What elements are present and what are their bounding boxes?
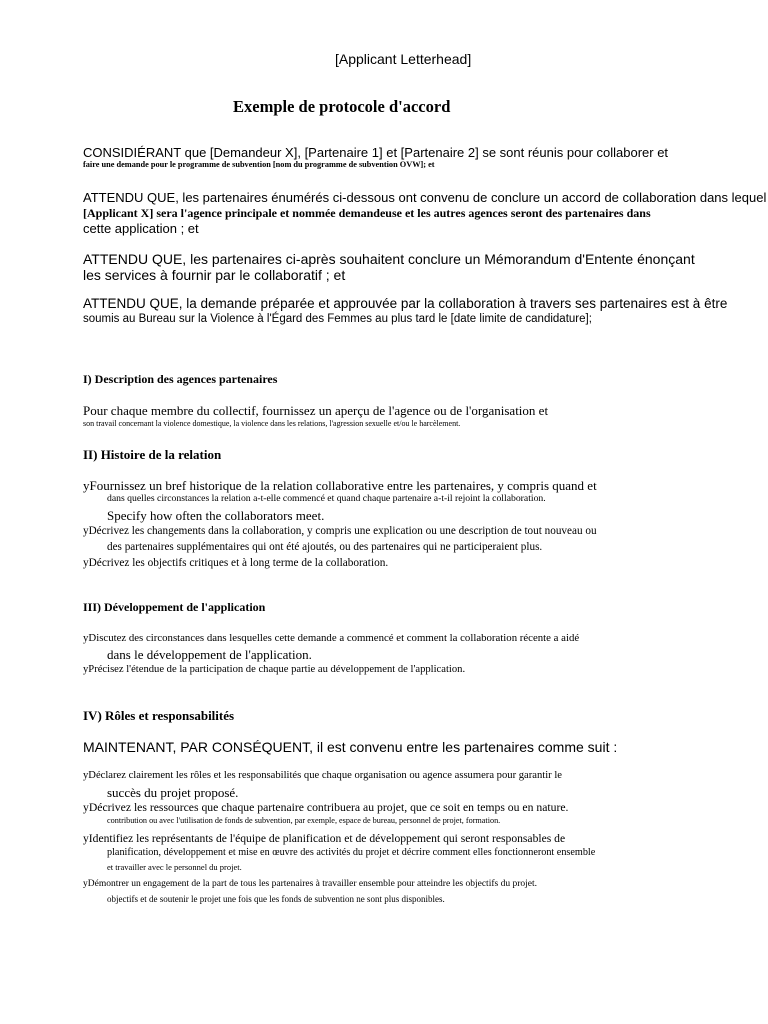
section-2-bullet-1-line-a: yFournissez un bref historique de la relation collaborative entre les partenaires, y compris quand et bbox=[83, 478, 597, 493]
whereas-2-line-c: cette application ; et bbox=[83, 221, 199, 236]
section-2-bullet-3-line-a: yDécrivez les objectifs critiques et à long terme de la collaboration. bbox=[83, 557, 389, 569]
section-4-bullet-1-line-b: succès du projet proposé. bbox=[107, 785, 239, 800]
section-2-heading: II) Histoire de la relation bbox=[83, 447, 222, 462]
section-4-heading: IV) Rôles et responsabilités bbox=[83, 708, 235, 723]
section-4-bullet-2-line-b: contribution ou avec l'utilisation de fonds de subvention, par exemple, espace de bureau, personnel de projet, formation. bbox=[107, 816, 501, 825]
section-4-bullet-4-line-b: objectifs et de soutenir le projet une fois que les fonds de subvention ne sont plus disponibles. bbox=[107, 894, 445, 904]
whereas-2-line-b: [Applicant X] sera l'agence principale et nommée demandeuse et les autres agences seront des partenaires dans bbox=[83, 206, 651, 220]
section-3-bullet-2-line-a: yPrécisez l'étendue de la participation de chaque partie au développement de l'application. bbox=[83, 664, 466, 675]
section-2-bullet-1-line-b: dans quelles circonstances la relation a-t-elle commencé et quand chaque partenaire a-t-il rejoint la collaboration. bbox=[107, 493, 546, 504]
whereas-2-line-a: ATTENDU QUE, les partenaires énumérés ci-dessous ont convenu de conclure un accord de collaboration dans lequel bbox=[83, 190, 767, 205]
section-1-line-b: son travail concernant la violence domestique, la violence dans les relations, l'agression sexuelle et/ou le harcèlement. bbox=[83, 419, 461, 428]
whereas-4-line-b: soumis au Bureau sur la Violence à l'Égard des Femmes au plus tard le [date limite de candidature]; bbox=[83, 313, 592, 325]
section-1-line-a: Pour chaque membre du collectif, fournissez un aperçu de l'agence ou de l'organisation et bbox=[83, 403, 549, 418]
section-2-bullet-1-line-c: Specify how often the collaborators meet. bbox=[107, 508, 325, 523]
whereas-1-line-a: CONSIDIÉRANT que [Demandeur X], [Partenaire 1] et [Partenaire 2] se sont réunis pour collaborer et bbox=[83, 145, 669, 160]
whereas-1-line-b: faire une demande pour le programme de subvention [nom du programme de subvention OVW]; et bbox=[83, 160, 435, 169]
section-3-heading: III) Développement de l'application bbox=[83, 600, 266, 614]
section-2-bullet-2-line-b: des partenaires supplémentaires qui ont été ajoutés, ou des partenaires qui ne participeraient plus. bbox=[107, 541, 543, 553]
section-1-heading: I) Description des agences partenaires bbox=[83, 372, 278, 386]
section-3-bullet-1-line-b: dans le développement de l'application. bbox=[107, 647, 312, 662]
whereas-4-line-a: ATTENDU QUE, la demande préparée et approuvée par la collaboration à travers ses partenaires est à être bbox=[83, 296, 728, 311]
page-title: Exemple de protocole d'accord bbox=[233, 97, 451, 116]
section-4-bullet-3-line-b: planification, développement et mise en œuvre des activités du projet et décrire comment elles fonctionneront ensemble bbox=[107, 847, 596, 858]
section-4-bullet-2-line-a: yDécrivez les ressources que chaque partenaire contribuera au projet, que ce soit en temps ou en nature. bbox=[83, 801, 569, 814]
section-4-bullet-3-line-a: yIdentifiez les représentants de l'équipe de planification et de développement qui seront responsables de bbox=[83, 832, 566, 845]
section-4-bullet-3-line-c: et travailler avec le personnel du projet. bbox=[107, 862, 242, 872]
whereas-3-line-a: ATTENDU QUE, les partenaires ci-après souhaitent conclure un Mémorandum d'Entente énonçant bbox=[83, 251, 695, 267]
section-4-intro: MAINTENANT, PAR CONSÉQUENT, il est convenu entre les partenaires comme suit : bbox=[83, 739, 618, 755]
section-3-bullet-1-line-a: yDiscutez des circonstances dans lesquelles cette demande a commencé et comment la collaboration récente a aidé bbox=[83, 632, 580, 644]
letterhead: [Applicant Letterhead] bbox=[335, 51, 472, 67]
whereas-3-line-b: les services à fournir par le collaboratif ; et bbox=[83, 267, 346, 283]
section-4-bullet-4-line-a: yDémontrer un engagement de la part de tous les partenaires à travailler ensemble pour atteindre les objectifs du projet. bbox=[83, 879, 537, 889]
section-2-bullet-2-line-a: yDécrivez les changements dans la collaboration, y compris une explication ou une description de tout nouveau ou bbox=[83, 525, 597, 537]
section-4-bullet-1-line-a: yDéclarez clairement les rôles et les responsabilités que chaque organisation ou agence assumera pour garantir le bbox=[83, 770, 562, 781]
